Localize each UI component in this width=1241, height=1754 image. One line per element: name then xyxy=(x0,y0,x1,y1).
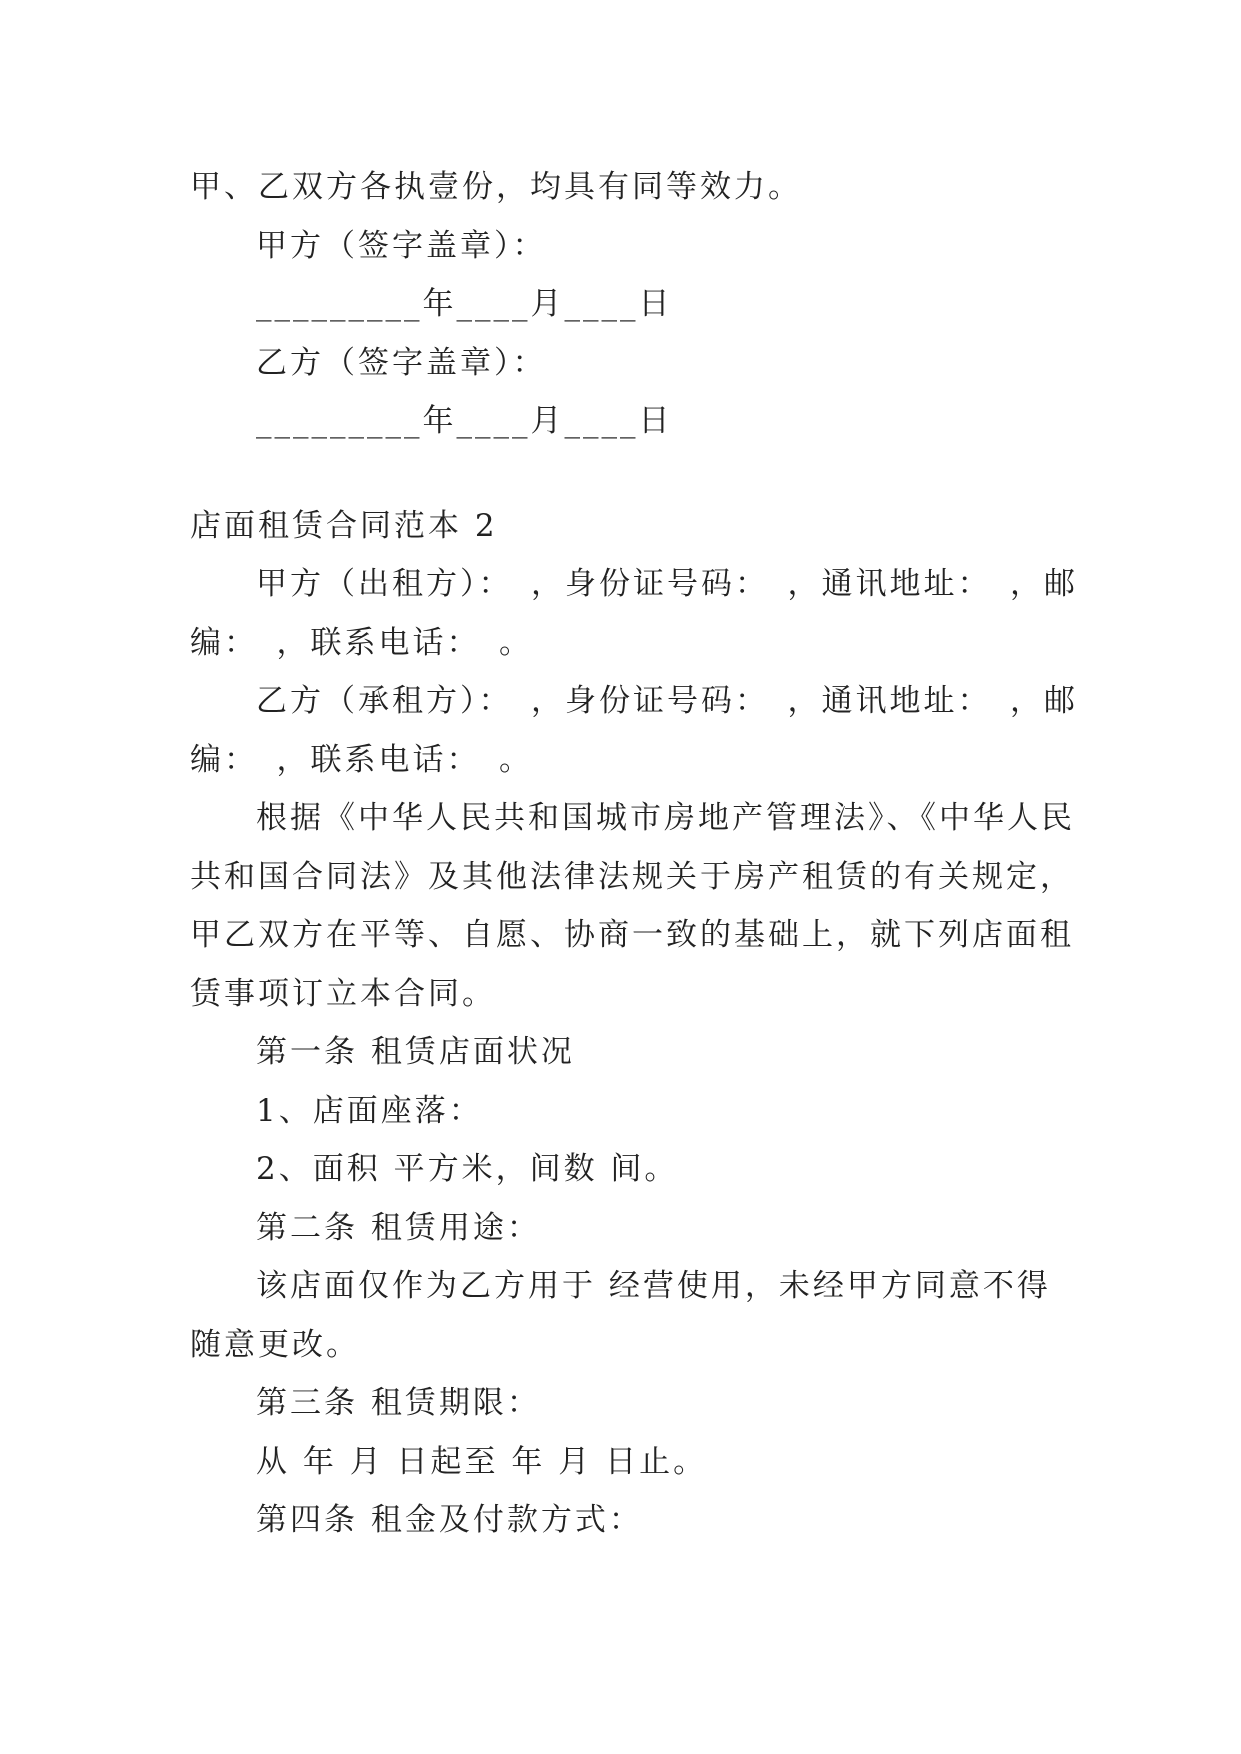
article1-item1: 1、店面座落： xyxy=(256,1092,483,1129)
party-a-date-line: _________年____月____日 xyxy=(256,286,673,322)
party-a-signature-label: 甲方（签字盖章）： xyxy=(256,227,547,264)
contract-title: 店面租赁合同范本 2 xyxy=(190,507,498,544)
article3-heading: 第三条 租赁期限： xyxy=(256,1385,541,1421)
section-gap xyxy=(190,451,1050,497)
article1-heading: 第一条 租赁店面状况 xyxy=(256,1034,575,1070)
copies-clause: 甲、乙双方各执壹份，均具有同等效力。 xyxy=(190,169,802,205)
preamble-line2: 共和国合同法》及其他法律法规关于房产租赁的有关规定， xyxy=(190,858,1074,895)
party-a-info-line2: 编： ，联系电话： 。 xyxy=(190,624,533,661)
preamble-line3: 甲乙双方在平等、自愿、协商一致的基础上，就下列店面租 xyxy=(190,917,1074,953)
party-b-info-line2: 编： ，联系电话： 。 xyxy=(190,741,533,778)
article2-heading: 第二条 租赁用途： xyxy=(256,1209,541,1246)
document-body xyxy=(190,158,1078,1550)
article2-text-line2: 随意更改。 xyxy=(190,1326,360,1363)
article1-item2: 2、面积 平方米，间数 间。 xyxy=(256,1151,679,1187)
party-b-date-line: _________年____月____日 xyxy=(256,403,673,439)
article2-text-line1: 该店面仅作为乙方用于 经营使用，未经甲方同意不得 xyxy=(256,1268,1051,1304)
article3-text: 从 年 月 日起至 年 月 日止。 xyxy=(256,1443,708,1480)
party-b-signature-label: 乙方（签字盖章）： xyxy=(256,344,547,381)
preamble-line1: 根据《中华人民共和国城市房地产管理法》、《中华人民 xyxy=(256,800,1075,836)
preamble-line4: 赁事项订立本合同。 xyxy=(190,975,496,1012)
article4-heading: 第四条 租金及付款方式： xyxy=(256,1502,643,1538)
party-a-info-line1: 甲方（出租方）： ，身份证号码： ，通讯地址： ，邮 xyxy=(256,566,1078,602)
party-b-info-line1: 乙方（承租方）： ，身份证号码： ，通讯地址： ，邮 xyxy=(256,683,1078,719)
